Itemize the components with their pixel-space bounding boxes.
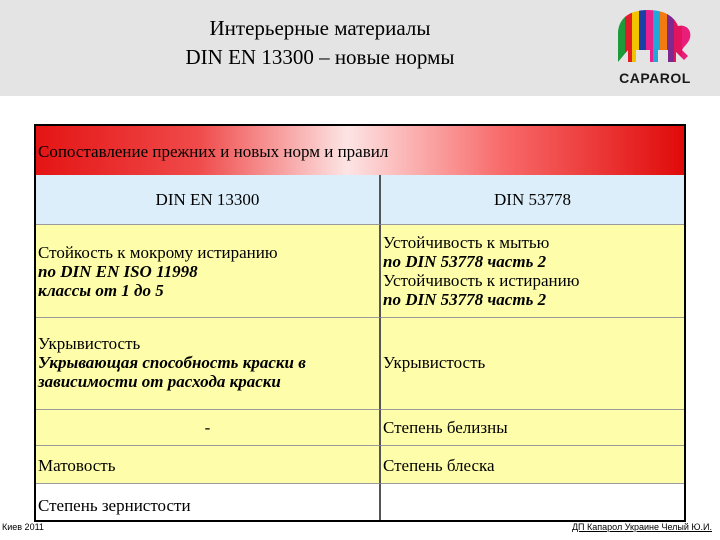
cell-line: по DIN 53778 часть 2	[383, 290, 547, 309]
table-cell	[381, 484, 684, 522]
cell-line: по DIN 53778 часть 2	[383, 252, 547, 271]
table-row	[36, 225, 684, 318]
table-cell	[36, 446, 381, 484]
col2-header: DIN 53778	[494, 190, 571, 209]
title-line-2: DIN EN 13300 – новые нормы	[185, 45, 455, 69]
table-header-row	[36, 175, 684, 225]
table-cell	[381, 410, 684, 446]
cell-line: классы от 1 до 5	[38, 281, 164, 300]
footer-right-text: ДП Капарол Украине Челый Ю.И.	[571, 522, 712, 532]
table-cell	[36, 484, 381, 522]
cell-line: Устойчивость к мытью	[383, 233, 550, 252]
table-cell	[381, 318, 684, 410]
comparison-table	[34, 124, 686, 522]
page-title	[110, 14, 530, 72]
table-cell	[36, 410, 381, 446]
table-cell	[36, 318, 381, 410]
table-row	[36, 484, 684, 522]
caparol-logo	[600, 4, 710, 90]
cell-line: по DIN EN ISO 11998	[38, 262, 198, 281]
table-row	[36, 318, 684, 410]
table-cell	[381, 446, 684, 484]
table-header-cell	[381, 175, 684, 225]
cell-line: Степень блеска	[383, 456, 495, 475]
table-cell	[381, 225, 684, 318]
cell-line: Степень белизны	[383, 418, 508, 437]
cell-line: зависимости от расхода краски	[38, 372, 281, 391]
cell-line: -	[204, 418, 211, 437]
cell-line: Матовость	[38, 456, 116, 475]
table-caption	[36, 126, 684, 175]
col1-header: DIN EN 13300	[155, 190, 260, 209]
cell-line: Укрывистость	[383, 353, 486, 372]
cell-line: Стойкость к мокрому истиранию	[38, 243, 278, 262]
logo-wordmark: CAPAROL	[619, 70, 691, 86]
table-row	[36, 410, 684, 446]
title-line-1: Интерьерные материалы	[209, 16, 431, 40]
cell-line: Укрывистость	[38, 334, 141, 353]
table-row	[36, 446, 684, 484]
table-caption-text: Сопоставление прежних и новых норм и правил	[38, 142, 389, 161]
table-cell	[36, 225, 381, 318]
footer-left-text: Киев 2011	[2, 522, 44, 532]
elephant-logo-icon	[600, 4, 710, 70]
cell-line: Укрывающая способность краски в	[38, 353, 306, 372]
cell-line: Степень зернистости	[38, 496, 191, 515]
cell-line: Устойчивость к истиранию	[383, 271, 580, 290]
table-header-cell	[36, 175, 381, 225]
